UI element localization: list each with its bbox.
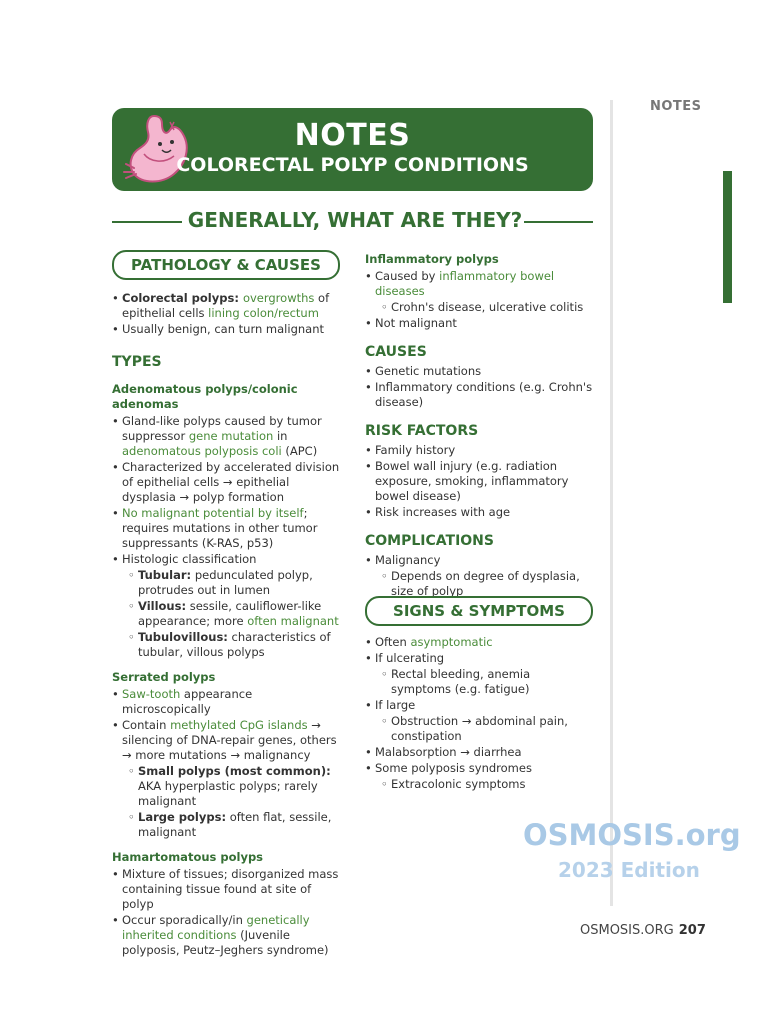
list-item: • Saw-tooth appearance microscopically xyxy=(112,687,340,717)
hamartomatous-list xyxy=(112,867,340,958)
hamartomatous-heading: Hamartomatous polyps xyxy=(112,850,264,864)
list-subitem: ◦ Crohn's disease, ulcerative colitis xyxy=(365,300,593,315)
list-subitem: ◦ Small polyps (most common): AKA hyperplastic polyps; rarely malignant xyxy=(112,764,340,809)
adenomatous-heading: Adenomatous polyps/colonic adenomas xyxy=(112,382,298,411)
list-item: • Inflammatory conditions (e.g. Crohn's disease) xyxy=(365,380,593,410)
margin-divider xyxy=(610,100,613,906)
side-notes-label: NOTES xyxy=(650,99,702,114)
signs-symptoms-heading: SIGNS & SYMPTOMS xyxy=(365,596,593,626)
list-subitem: ◦ Tubulovillous: characteristics of tubular, villous polyps xyxy=(112,630,340,660)
list-item: • Characterized by accelerated division of epithelial cells → epithelial dysplasia → polyp formation xyxy=(112,460,340,505)
types-heading: TYPES xyxy=(112,354,162,370)
inflammatory-heading: Inflammatory polyps xyxy=(365,252,499,266)
complications-heading: COMPLICATIONS xyxy=(365,533,494,549)
pathology-list xyxy=(112,291,340,337)
serrated-list xyxy=(112,687,340,840)
list-item: • Bowel wall injury (e.g. radiation exposure, smoking, inflammatory bowel disease) xyxy=(365,459,593,504)
list-item: • Mixture of tissues; disorganized mass containing tissue found at site of polyp xyxy=(112,867,340,912)
list-item: • If ulcerating xyxy=(365,651,593,666)
footer-site: OSMOSIS.ORG xyxy=(580,923,674,938)
list-subitem: ◦ Depends on degree of dysplasia, size of polyp xyxy=(365,569,593,599)
signs-list xyxy=(365,635,593,792)
list-item: • Contain methylated CpG islands → silencing of DNA-repair genes, others → more mutations → malignancy xyxy=(112,718,340,763)
list-item: • Often asymptomatic xyxy=(365,635,593,650)
list-subitem: ◦ Tubular: pedunculated polyp, protrudes out in lumen xyxy=(112,568,340,598)
list-item: • Risk increases with age xyxy=(365,505,593,520)
inflammatory-list xyxy=(365,269,593,331)
list-subitem: ◦ Large polyps: often flat, sessile, malignant xyxy=(112,810,340,840)
right-column xyxy=(365,252,593,600)
list-item: • If large xyxy=(365,698,593,713)
section-title: GENERALLY, WHAT ARE THEY? xyxy=(187,208,523,232)
list-item: • Caused by inflammatory bowel diseases xyxy=(365,269,593,299)
list-item: • Histologic classification xyxy=(112,552,340,567)
causes-list xyxy=(365,364,593,410)
banner-subtitle: COLORECTAL POLYP CONDITIONS xyxy=(176,154,529,176)
list-subitem: ◦ Extracolonic symptoms xyxy=(365,777,593,792)
list-item: • Gland-like polyps caused by tumor suppressor gene mutation in adenomatous polyposis coli (APC) xyxy=(112,414,340,459)
page-number: 207 xyxy=(678,923,706,938)
causes-heading: CAUSES xyxy=(365,344,427,360)
serrated-heading: Serrated polyps xyxy=(112,670,216,684)
list-item: • Genetic mutations xyxy=(365,364,593,379)
adenomatous-list xyxy=(112,414,340,660)
pathology-causes-heading: PATHOLOGY & CAUSES xyxy=(112,250,340,280)
signs-column xyxy=(365,635,593,793)
edition-watermark: 2023 Edition xyxy=(558,858,700,882)
section-rule-right xyxy=(524,221,593,223)
left-column xyxy=(112,291,340,959)
risk-factors-list xyxy=(365,443,593,520)
section-tab-marker xyxy=(723,171,732,303)
list-item: • Occur sporadically/in genetically inherited conditions (Juvenile polyposis, Peutz–Jeghers syndrome) xyxy=(112,913,340,958)
list-item: • Malignancy xyxy=(365,553,593,568)
list-subitem: ◦ Obstruction → abdominal pain, constipation xyxy=(365,714,593,744)
list-item: • Usually benign, can turn malignant xyxy=(112,322,340,337)
complications-list xyxy=(365,553,593,599)
banner-title: NOTES xyxy=(294,118,411,153)
list-item: • Not malignant xyxy=(365,316,593,331)
page-footer xyxy=(580,923,706,938)
list-subitem: ◦ Villous: sessile, cauliflower-like appearance; more often malignant xyxy=(112,599,340,629)
list-item: • Family history xyxy=(365,443,593,458)
risk-factors-heading: RISK FACTORS xyxy=(365,423,479,439)
osmosis-watermark: OSMOSIS.org xyxy=(523,818,741,852)
list-item: • No malignant potential by itself; requires mutations in other tumor suppressants (K-RAS, p53) xyxy=(112,506,340,551)
list-subitem: ◦ Rectal bleeding, anemia symptoms (e.g. fatigue) xyxy=(365,667,593,697)
list-item: • Colorectal polyps: overgrowths of epithelial cells lining colon/rectum xyxy=(112,291,340,321)
list-item: • Malabsorption → diarrhea xyxy=(365,745,593,760)
list-item: • Some polyposis syndromes xyxy=(365,761,593,776)
